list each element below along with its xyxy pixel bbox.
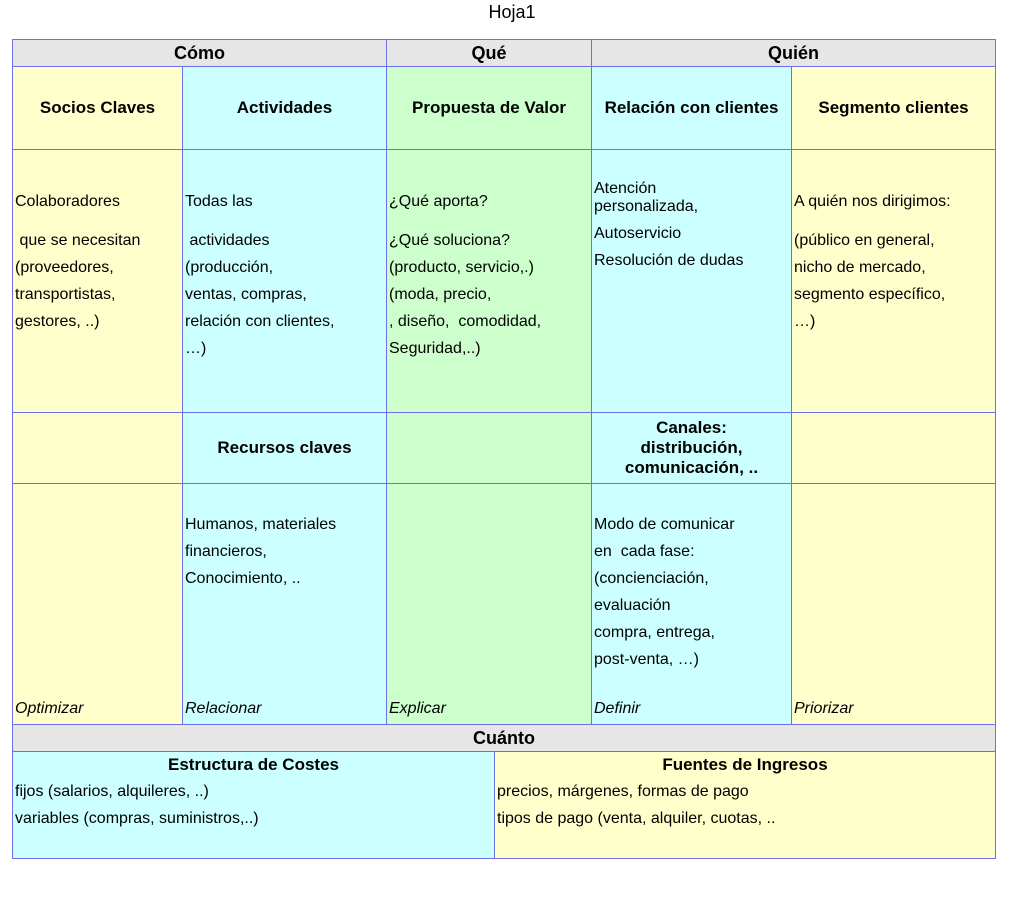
canales-line: post-venta, …) [594,651,699,668]
socios-body-2 [12,483,183,725]
segmento-spacer [791,412,996,484]
recursos-line: Humanos, materiales [185,516,337,533]
propuesta-line: (producto, servicio,.) [389,259,534,276]
costes-block [12,751,495,859]
actividades-line: Todas las [185,193,253,210]
costes-title: Estructura de Costes [168,755,339,774]
group-como: Cómo [12,39,387,67]
actividades-line: (producción, [185,259,274,276]
header-propuesta-valor: Propuesta de Valor [386,66,592,150]
header-actividades: Actividades [182,66,387,150]
recursos-line: Conocimiento, .. [185,570,301,587]
canales-line: evaluación [594,597,671,614]
actividades-line: relación con clientes, [185,313,335,330]
relacion-body [591,149,792,413]
propuesta-line: Seguridad,..) [389,340,481,357]
header-canales [591,412,792,484]
canales-body [591,483,792,725]
segmento-line: segmento específico, [794,286,946,303]
propuesta-body [386,149,592,413]
canales-title-line: distribución, [640,438,743,457]
segmento-line: (público en general, [794,232,935,249]
socios-line: que se necesitan [15,232,141,249]
header-segmento-clientes: Segmento clientes [791,66,996,150]
relacion-line: personalizada, [594,198,699,215]
propuesta-line: ¿Qué aporta? [389,193,488,210]
propuesta-line: ¿Qué soluciona? [389,232,510,249]
segmento-body [791,149,996,413]
segmento-line: nicho de mercado, [794,259,926,276]
recursos-body [182,483,387,725]
header-recursos-claves: Recursos claves [182,412,387,484]
verb-explicar: Explicar [389,700,446,717]
relacion-line: Autoservicio [594,225,682,242]
costes-line: fijos (salarios, alquileres, ..) [15,783,209,800]
propuesta-line: , diseño, comodidad, [389,313,542,330]
actividades-line: ventas, compras, [185,286,307,303]
socios-line: (proveedores, [15,259,114,276]
recursos-line: financieros, [185,543,267,560]
segmento-line: …) [794,313,816,330]
verb-definir: Definir [594,700,641,717]
verb-relacionar: Relacionar [185,700,262,717]
propuesta-body-2 [386,483,592,725]
actividades-body [182,149,387,413]
actividades-line: actividades [185,232,270,249]
ingresos-lines [495,778,995,832]
verb-priorizar: Priorizar [794,700,854,717]
actividades-line: …) [185,340,207,357]
canales-title-line: comunicación, .. [624,458,759,477]
relacion-line: Resolución de dudas [594,252,744,269]
ingresos-line: precios, márgenes, formas de pago [497,783,749,800]
propuesta-spacer [386,412,592,484]
socios-body [12,149,183,413]
socios-line: gestores, ..) [15,313,100,330]
header-relacion-clientes: Relación con clientes [591,66,792,150]
canales-line: en cada fase: [594,543,695,560]
socios-line: transportistas, [15,286,116,303]
socios-spacer [12,412,183,484]
propuesta-line: (moda, precio, [389,286,492,303]
canales-line: (concienciación, [594,570,709,587]
canales-line: Modo de comunicar [594,516,735,533]
sheet-title: Hoja1 [488,2,536,22]
ingresos-line: tipos de pago (venta, alquiler, cuotas, .. [497,810,776,827]
socios-line: Colaboradores [15,193,120,210]
segmento-body-2 [791,483,996,725]
costes-lines [13,778,494,832]
relacion-line: Atención [594,180,657,197]
group-quien: Quién [591,39,996,67]
group-cuanto: Cuánto [12,724,996,752]
group-que: Qué [386,39,592,67]
canales-line: compra, entrega, [594,624,715,641]
costes-line: variables (compras, suministros,..) [15,810,259,827]
ingresos-block [494,751,996,859]
header-socios-claves: Socios Claves [12,66,183,150]
verb-optimizar: Optimizar [15,700,84,717]
segmento-line: A quién nos dirigimos: [794,193,951,210]
canales-title-line: Canales: [656,418,727,437]
ingresos-title: Fuentes de Ingresos [662,755,828,774]
